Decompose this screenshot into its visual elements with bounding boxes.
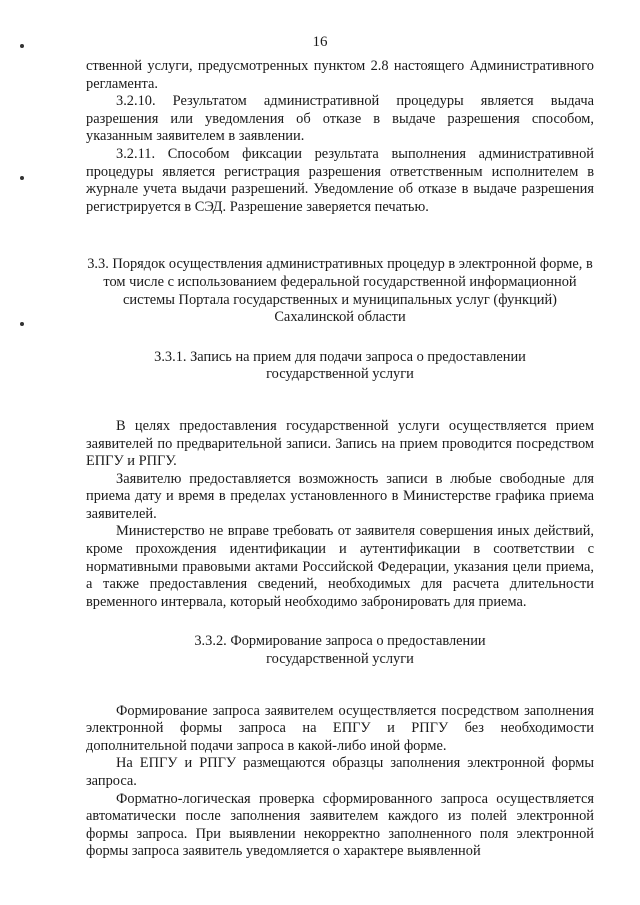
subsection-heading-line: государственной услуги bbox=[266, 366, 414, 383]
scan-mark bbox=[20, 322, 24, 326]
paragraph: На ЕПГУ и РПГУ размещаются образцы заполнения электронной формы запроса. bbox=[86, 755, 594, 789]
subsection-heading-line: государственной услуги bbox=[266, 651, 414, 668]
scan-mark bbox=[20, 176, 24, 180]
document-body bbox=[86, 58, 594, 861]
page-number: 16 bbox=[312, 34, 328, 50]
paragraph: 3.2.11. Способом фиксации результата выполнения административной процедуры является регистрация разрешения ответственным исполнителем в журнале учета выдачи разрешений. Уведомление об отказе в выдаче разрешения регистрируется в СЭД. Разрешение заверяется печатью. bbox=[86, 145, 594, 215]
paragraph: Министерство не вправе требовать от заявителя совершения иных действий, кроме прохождения идентификации и аутентификации в соответствии с нормативными правовыми актами Российской Федерации, указания цели приема, а также предоставления сведений, необходимых для расчета длительности временного интервала, который необходимо забронировать для приема. bbox=[86, 523, 594, 610]
subsection-heading-line: 3.3.1. Запись на прием для подачи запроса о предоставлении bbox=[154, 348, 526, 365]
paragraph: Заявителю предоставляется возможность записи в любые свободные для приема дату и время в пределах установленного в Министерстве графика приема заявителей. bbox=[86, 470, 594, 522]
paragraph: Форматно-логическая проверка сформированного запроса осуществляется автоматически после заполнения заявителем каждого из полей электронной формы запроса. При выявлении некорректно заполненного поля электронной формы запроса заявитель уведомляется о характере выявленной bbox=[86, 790, 594, 860]
paragraph: Формирование запроса заявителем осуществляется посредством заполнения электронной формы запроса на ЕПГУ и РПГУ без необходимости дополнительной подачи запроса в какой-либо иной форме. bbox=[86, 702, 594, 754]
paragraph: В целях предоставления государственной услуги осуществляется прием заявителей по предварительной записи. Запись на прием проводится посредством ЕПГУ и РПГУ. bbox=[86, 417, 594, 470]
paragraph: 3.2.10. Результатом административной процедуры является выдача разрешения или уведомления об отказе в выдаче разрешения способом, указанным заявителем в заявлении. bbox=[86, 93, 594, 145]
section-heading: 3.3. Порядок осуществления административных процедур в электронной форме, в том числе с использованием федеральной государственной информационной системы Портала государственных и муниципальных услуг (функций) Сахалинской области bbox=[87, 256, 593, 326]
subsection-heading-line: 3.3.2. Формирование запроса о предоставлении bbox=[194, 633, 486, 650]
paragraph: ственной услуги, предусмотренных пунктом 2.8 настоящего Административного регламента. bbox=[86, 58, 594, 92]
